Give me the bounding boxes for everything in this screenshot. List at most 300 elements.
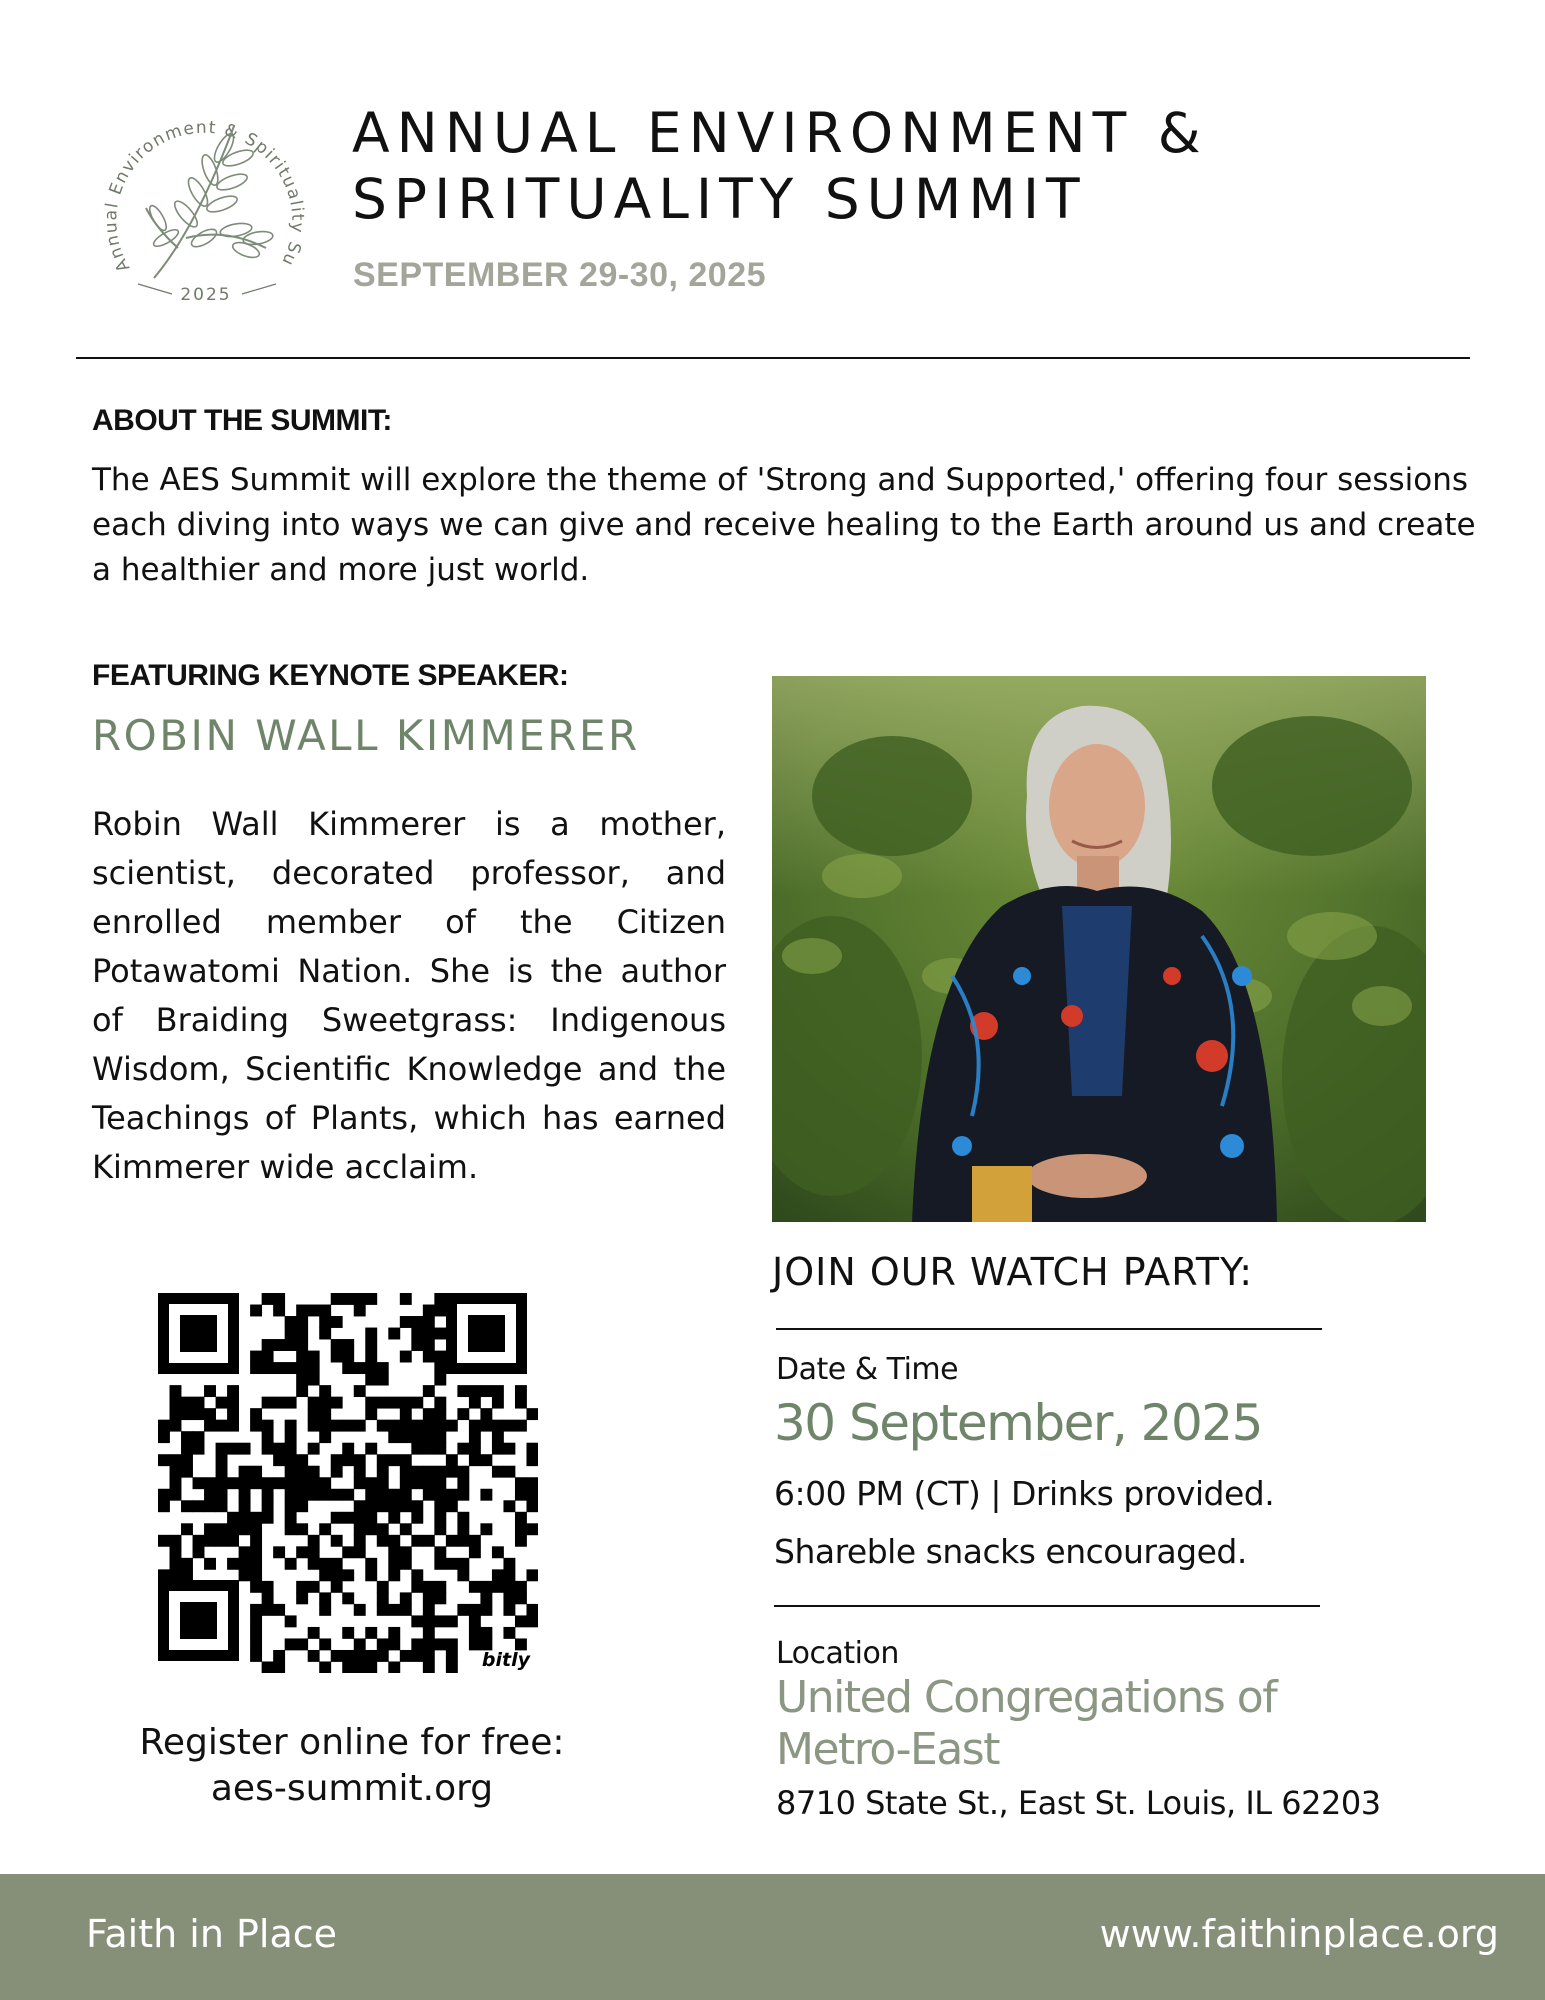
qr-module	[526, 1408, 538, 1420]
qr-module	[319, 1305, 331, 1317]
qr-module	[377, 1604, 389, 1616]
qr-module	[411, 1512, 423, 1524]
qr-module	[319, 1592, 331, 1604]
qr-module	[308, 1408, 320, 1420]
qr-module	[331, 1339, 343, 1351]
qr-module	[446, 1466, 458, 1478]
qr-module	[457, 1569, 469, 1581]
qr-module	[388, 1454, 400, 1466]
qr-module	[354, 1466, 366, 1478]
qr-module	[296, 1581, 308, 1593]
qr-module	[515, 1535, 527, 1547]
qr-module	[411, 1500, 423, 1512]
qr-module	[250, 1477, 262, 1489]
qr-module	[308, 1374, 320, 1386]
qr-module	[273, 1305, 285, 1317]
qr-module	[296, 1328, 308, 1340]
qr-module	[354, 1477, 366, 1489]
qr-module	[308, 1558, 320, 1570]
qr-module	[170, 1466, 182, 1478]
qr-module	[331, 1351, 343, 1363]
qr-module	[216, 1466, 228, 1478]
qr-module	[365, 1500, 377, 1512]
qr-module	[308, 1443, 320, 1455]
qr-module	[434, 1328, 446, 1340]
qr-module	[181, 1454, 193, 1466]
qr-module	[193, 1397, 205, 1409]
qr-module	[480, 1523, 492, 1535]
qr-module	[469, 1604, 481, 1616]
qr-module	[400, 1489, 412, 1501]
qr-module	[469, 1454, 481, 1466]
qr-module	[377, 1500, 389, 1512]
qr-module	[204, 1523, 216, 1535]
location-address: 8710 State St., East St. Louis, IL 62203	[776, 1784, 1381, 1822]
qr-module	[216, 1489, 228, 1501]
qr-module	[296, 1374, 308, 1386]
qr-module	[250, 1408, 262, 1420]
qr-module	[377, 1581, 389, 1593]
qr-module	[365, 1477, 377, 1489]
qr-module	[434, 1581, 446, 1593]
qr-module	[342, 1489, 354, 1501]
qr-module	[262, 1477, 274, 1489]
qr-module	[480, 1604, 492, 1616]
qr-module	[216, 1535, 228, 1547]
register-link[interactable]: aes-summit.org	[210, 1768, 494, 1809]
qr-module	[365, 1443, 377, 1455]
qr-module	[469, 1638, 481, 1650]
qr-module	[446, 1454, 458, 1466]
qr-module	[354, 1650, 366, 1662]
qr-module	[354, 1512, 366, 1524]
qr-module	[296, 1477, 308, 1489]
qr-module	[158, 1454, 170, 1466]
qr-module	[388, 1500, 400, 1512]
qr-brand: bitly	[481, 1649, 530, 1671]
qr-module	[319, 1397, 331, 1409]
qr-module	[216, 1500, 228, 1512]
qr-module	[434, 1305, 446, 1317]
qr-module	[492, 1420, 504, 1432]
qr-module	[342, 1512, 354, 1524]
qr-module	[216, 1420, 228, 1432]
qr-module	[262, 1443, 274, 1455]
qr-module	[388, 1604, 400, 1616]
qr-module	[285, 1477, 297, 1489]
qr-module	[446, 1420, 458, 1432]
qr-module	[262, 1604, 274, 1616]
svg-text:Annual Environment & Spiritual	[86, 78, 307, 275]
qr-module	[250, 1351, 262, 1363]
qr-module	[365, 1558, 377, 1570]
qr-module	[423, 1351, 435, 1363]
qr-module	[423, 1535, 435, 1547]
qr-module	[503, 1627, 515, 1639]
qr-module	[365, 1339, 377, 1351]
qr-module	[273, 1397, 285, 1409]
qr-module	[457, 1535, 469, 1547]
qr-module	[377, 1397, 389, 1409]
qr-module	[331, 1650, 343, 1662]
qr-module	[250, 1558, 262, 1570]
qr-module	[400, 1397, 412, 1409]
qr-module	[308, 1489, 320, 1501]
qr-module	[515, 1385, 527, 1397]
qr-module	[342, 1546, 354, 1558]
qr-module	[492, 1466, 504, 1478]
qr-module	[446, 1615, 458, 1627]
qr-module	[319, 1523, 331, 1535]
qr-module	[434, 1362, 446, 1374]
qr-module	[239, 1500, 251, 1512]
qr-module	[285, 1615, 297, 1627]
qr-module	[193, 1431, 205, 1443]
qr-module	[227, 1420, 239, 1432]
qr-module	[434, 1374, 446, 1386]
qr-module	[250, 1535, 262, 1547]
qr-module	[158, 1500, 170, 1512]
qr-module	[526, 1489, 538, 1501]
qr-module	[423, 1650, 435, 1662]
qr-module	[285, 1431, 297, 1443]
qr-module	[296, 1362, 308, 1374]
qr-module	[319, 1661, 331, 1673]
qr-module	[170, 1535, 182, 1547]
qr-module	[354, 1604, 366, 1616]
qr-module	[181, 1558, 193, 1570]
qr-module	[434, 1546, 446, 1558]
qr-module	[354, 1385, 366, 1397]
qr-module	[285, 1420, 297, 1432]
qr-module	[181, 1397, 193, 1409]
title-line-2: SPIRITUALITY SUMMIT	[352, 167, 1087, 231]
qr-module	[331, 1512, 343, 1524]
header-divider	[76, 357, 1470, 359]
qr-module	[262, 1431, 274, 1443]
qr-module	[262, 1489, 274, 1501]
qr-module	[250, 1466, 262, 1478]
qr-module	[285, 1362, 297, 1374]
qr-module	[331, 1316, 343, 1328]
qr-module	[411, 1328, 423, 1340]
qr-module	[308, 1305, 320, 1317]
qr-module	[308, 1650, 320, 1662]
qr-module	[285, 1454, 297, 1466]
qr-module	[342, 1592, 354, 1604]
qr-module	[434, 1351, 446, 1363]
qr-module	[319, 1558, 331, 1570]
qr-module	[262, 1512, 274, 1524]
qr-module	[423, 1339, 435, 1351]
watch-party-heading: JOIN OUR WATCH PARTY:	[772, 1250, 1254, 1294]
qr-module	[503, 1581, 515, 1593]
qr-module	[308, 1546, 320, 1558]
qr-module	[503, 1500, 515, 1512]
qr-module	[400, 1408, 412, 1420]
qr-module	[434, 1638, 446, 1650]
qr-module	[296, 1454, 308, 1466]
event-snacks-note: Shareble snacks encouraged.	[774, 1532, 1247, 1571]
qr-module	[388, 1328, 400, 1340]
qr-module	[181, 1500, 193, 1512]
qr-module	[262, 1339, 274, 1351]
qr-module	[216, 1454, 228, 1466]
registration-qr-code[interactable]	[158, 1293, 538, 1673]
qr-module	[181, 1569, 193, 1581]
qr-module	[250, 1305, 262, 1317]
qr-module	[365, 1351, 377, 1363]
qr-module	[411, 1569, 423, 1581]
qr-module	[285, 1489, 297, 1501]
qr-module	[239, 1546, 251, 1558]
qr-module	[503, 1443, 515, 1455]
qr-module	[388, 1535, 400, 1547]
qr-module	[331, 1581, 343, 1593]
qr-module	[319, 1604, 331, 1616]
qr-module	[262, 1351, 274, 1363]
qr-module	[515, 1512, 527, 1524]
qr-module	[434, 1500, 446, 1512]
qr-module	[273, 1604, 285, 1616]
qr-module	[365, 1650, 377, 1662]
qr-module	[515, 1489, 527, 1501]
qr-module	[181, 1408, 193, 1420]
qr-module	[365, 1374, 377, 1386]
qr-module	[365, 1489, 377, 1501]
qr-module	[227, 1558, 239, 1570]
qr-module	[285, 1500, 297, 1512]
qr-module	[181, 1466, 193, 1478]
qr-module	[457, 1443, 469, 1455]
qr-module	[342, 1569, 354, 1581]
qr-module	[434, 1431, 446, 1443]
qr-module	[331, 1558, 343, 1570]
qr-module	[308, 1627, 320, 1639]
qr-module	[457, 1523, 469, 1535]
footer-bar	[0, 1874, 1545, 2000]
footer-website-link[interactable]: www.faithinplace.org	[1099, 1912, 1499, 1956]
location-name-line-2: Metro-East	[776, 1724, 999, 1775]
qr-module	[377, 1638, 389, 1650]
qr-module	[331, 1397, 343, 1409]
qr-module	[446, 1661, 458, 1673]
qr-module	[193, 1443, 205, 1455]
qr-module	[446, 1500, 458, 1512]
qr-module	[365, 1661, 377, 1673]
qr-module	[273, 1650, 285, 1662]
qr-module	[308, 1362, 320, 1374]
qr-module	[515, 1615, 527, 1627]
qr-module	[469, 1431, 481, 1443]
qr-module	[285, 1397, 297, 1409]
qr-module	[411, 1477, 423, 1489]
qr-module	[227, 1385, 239, 1397]
qr-module	[273, 1362, 285, 1374]
qr-module	[388, 1431, 400, 1443]
qr-module	[296, 1466, 308, 1478]
qr-module	[342, 1443, 354, 1455]
qr-module	[423, 1638, 435, 1650]
qr-module	[411, 1431, 423, 1443]
qr-module	[457, 1489, 469, 1501]
qr-module	[365, 1512, 377, 1524]
qr-module	[319, 1477, 331, 1489]
qr-module	[423, 1489, 435, 1501]
qr-module	[250, 1581, 262, 1593]
footer-org-name: Faith in Place	[86, 1912, 338, 1956]
qr-module	[434, 1558, 446, 1570]
qr-module	[308, 1420, 320, 1432]
qr-module	[423, 1592, 435, 1604]
qr-module	[400, 1558, 412, 1570]
qr-module	[354, 1305, 366, 1317]
qr-module	[296, 1385, 308, 1397]
qr-module	[515, 1592, 527, 1604]
qr-module	[170, 1558, 182, 1570]
qr-module	[285, 1443, 297, 1455]
qr-module	[400, 1293, 412, 1305]
qr-module	[181, 1443, 193, 1455]
qr-module	[457, 1512, 469, 1524]
qr-module	[250, 1512, 262, 1524]
qr-module	[434, 1523, 446, 1535]
qr-module	[492, 1385, 504, 1397]
qr-module	[388, 1397, 400, 1409]
speaker-name: ROBIN WALL KIMMERER	[92, 711, 640, 760]
event-date: 30 September, 2025	[774, 1394, 1262, 1452]
qr-module	[204, 1408, 216, 1420]
qr-module	[411, 1443, 423, 1455]
qr-module	[170, 1569, 182, 1581]
qr-module	[434, 1512, 446, 1524]
qr-module	[262, 1293, 274, 1305]
qr-module	[296, 1523, 308, 1535]
qr-module	[480, 1420, 492, 1432]
qr-module	[273, 1546, 285, 1558]
qr-module	[423, 1316, 435, 1328]
qr-module	[273, 1293, 285, 1305]
qr-module	[158, 1489, 170, 1501]
qr-module	[434, 1592, 446, 1604]
qr-module	[250, 1523, 262, 1535]
speaker-photo	[772, 676, 1426, 1222]
qr-module	[377, 1454, 389, 1466]
qr-module	[400, 1316, 412, 1328]
qr-module	[216, 1523, 228, 1535]
qr-module	[503, 1420, 515, 1432]
qr-module	[377, 1489, 389, 1501]
qr-module	[434, 1443, 446, 1455]
qr-module	[170, 1454, 182, 1466]
qr-module	[342, 1650, 354, 1662]
qr-module	[400, 1420, 412, 1432]
qr-module	[227, 1443, 239, 1455]
qr-module	[526, 1477, 538, 1489]
qr-module	[457, 1477, 469, 1489]
qr-module	[170, 1546, 182, 1558]
date-time-label: Date & Time	[776, 1352, 959, 1387]
qr-module	[227, 1408, 239, 1420]
qr-module	[469, 1546, 481, 1558]
page-title	[352, 100, 1208, 232]
qr-module	[526, 1500, 538, 1512]
speaker-photo-graphic	[772, 676, 1426, 1222]
qr-module	[411, 1420, 423, 1432]
qr-module	[250, 1615, 262, 1627]
qr-module	[492, 1431, 504, 1443]
qr-module	[423, 1431, 435, 1443]
qr-module	[411, 1339, 423, 1351]
qr-module	[457, 1385, 469, 1397]
qr-module	[503, 1466, 515, 1478]
qr-module	[285, 1466, 297, 1478]
qr-module	[342, 1339, 354, 1351]
qr-module	[308, 1351, 320, 1363]
qr-module	[388, 1512, 400, 1524]
qr-module	[227, 1397, 239, 1409]
qr-module	[480, 1385, 492, 1397]
qr-module	[308, 1581, 320, 1593]
qr-module	[296, 1339, 308, 1351]
qr-module	[239, 1443, 251, 1455]
qr-module	[319, 1489, 331, 1501]
qr-module	[308, 1477, 320, 1489]
qr-module	[446, 1558, 458, 1570]
qr-module	[400, 1604, 412, 1616]
qr-module	[388, 1638, 400, 1650]
qr-module	[285, 1558, 297, 1570]
qr-module	[262, 1500, 274, 1512]
qr-module	[170, 1477, 182, 1489]
qr-module	[285, 1328, 297, 1340]
qr-module	[400, 1592, 412, 1604]
qr-module	[469, 1443, 481, 1455]
qr-module	[434, 1397, 446, 1409]
qr-module	[423, 1385, 435, 1397]
qr-module	[250, 1546, 262, 1558]
summit-dates: SEPTEMBER 29-30, 2025	[353, 256, 767, 294]
qr-module	[158, 1420, 170, 1432]
qr-module	[411, 1535, 423, 1547]
qr-module	[250, 1420, 262, 1432]
qr-module	[411, 1638, 423, 1650]
qr-module	[469, 1397, 481, 1409]
qr-module	[377, 1420, 389, 1432]
qr-module	[204, 1558, 216, 1570]
qr-module	[331, 1466, 343, 1478]
qr-module	[193, 1477, 205, 1489]
logo-arc-text: Annual Environment & Spirituality Su	[101, 117, 308, 276]
qr-module	[296, 1500, 308, 1512]
qr-module	[526, 1604, 538, 1616]
qr-module	[239, 1489, 251, 1501]
qr-module	[285, 1512, 297, 1524]
qr-module	[342, 1420, 354, 1432]
qr-module	[285, 1638, 297, 1650]
qr-module	[262, 1592, 274, 1604]
qr-module	[285, 1339, 297, 1351]
qr-module	[319, 1638, 331, 1650]
summit-logo	[86, 78, 326, 318]
qr-module	[423, 1615, 435, 1627]
location-label: Location	[776, 1636, 899, 1671]
qr-module	[296, 1316, 308, 1328]
qr-module	[423, 1661, 435, 1673]
qr-module	[296, 1638, 308, 1650]
qr-module	[423, 1305, 435, 1317]
qr-module	[526, 1443, 538, 1455]
